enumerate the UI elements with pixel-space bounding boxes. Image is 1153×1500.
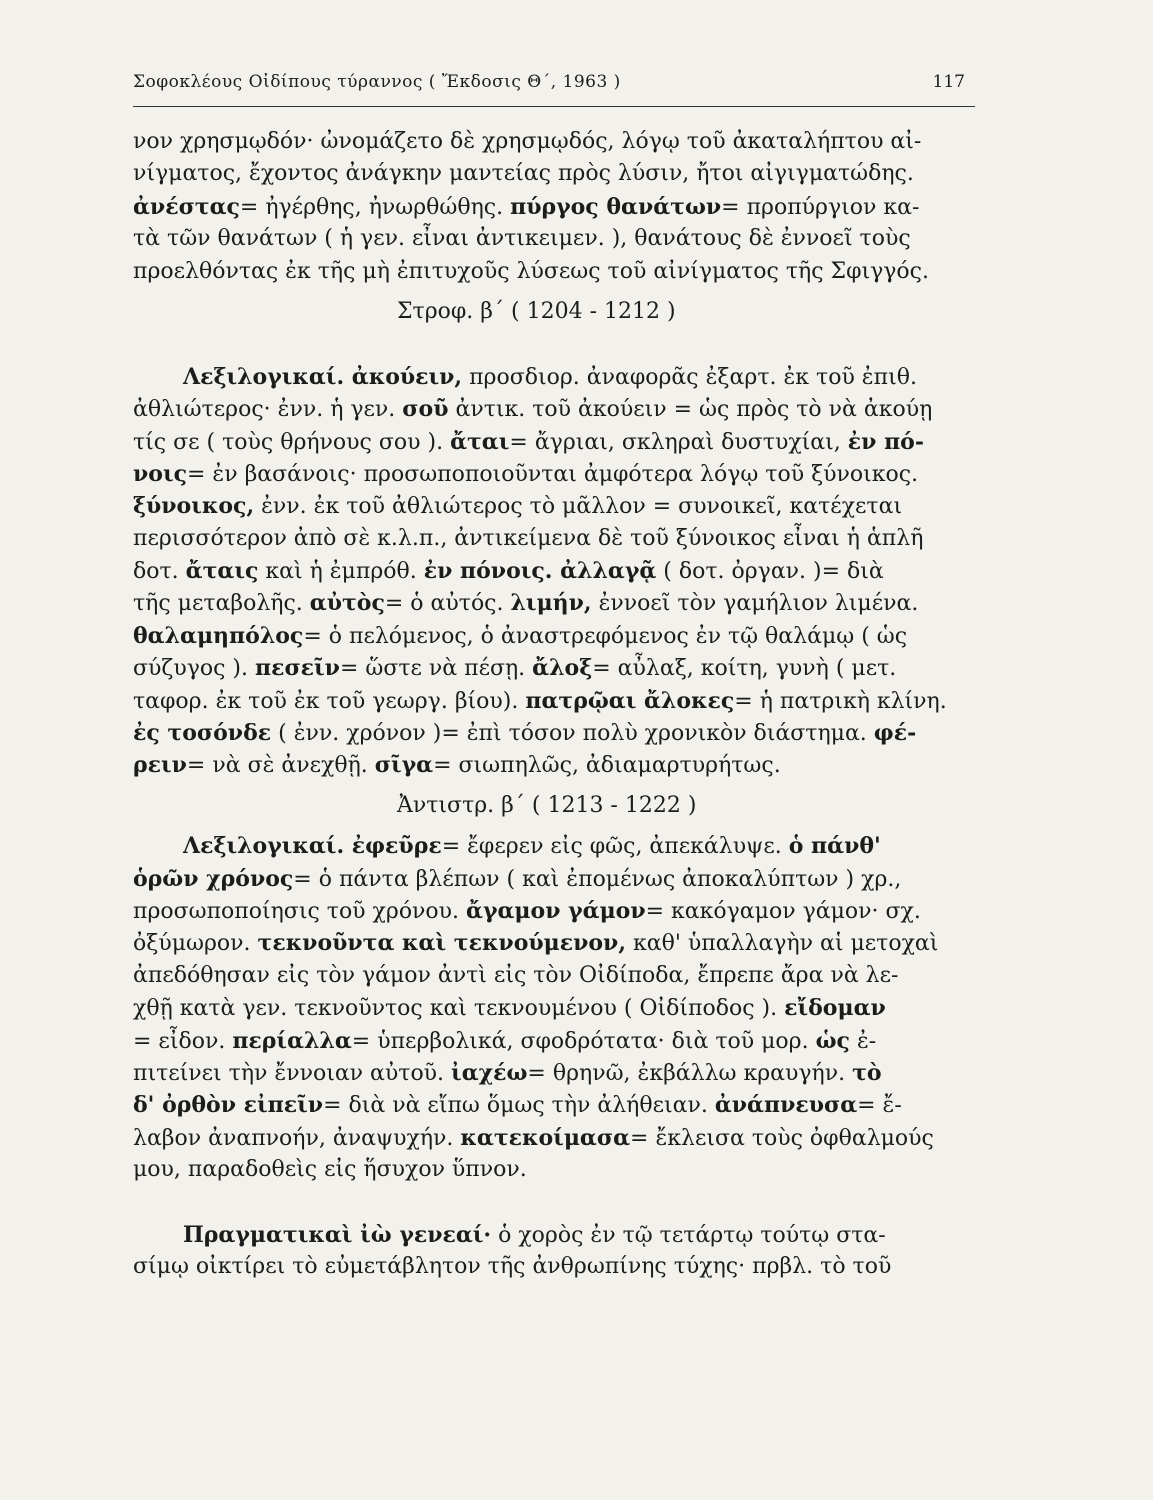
lemma: ἄται: [450, 428, 510, 455]
lemma: σοῦ: [402, 396, 449, 423]
text-line: ἀνέστας= ἠγέρθης, ἠνωρθώθης. πύργος θανάτων= προπύργιον κα-: [133, 193, 920, 220]
text-line: περισσότερον ἀπὸ σὲ κ.λ.π., ἀντικείμενα δὲ τοῦ ξύνοικος εἶναι ἡ ἁπλῆ: [133, 525, 924, 551]
lemma: λιμήν,: [510, 590, 592, 617]
lemma: θαλαμηπόλος: [133, 622, 304, 649]
text-line: τῆς μεταβολῆς. αὐτὸς= ὁ αὐτός. λιμήν, ἐννοεῖ τὸν γαμήλιον λιμένα.: [133, 590, 919, 617]
lemma: πύργος θανάτων: [510, 193, 722, 220]
text-line: ἀθλιώτερος· ἐνν. ἡ γεν. σοῦ ἀντικ. τοῦ ἀκούειν = ὡς πρὸς τὸ νὰ ἀκούῃ: [133, 396, 933, 423]
lemma: νοις: [133, 460, 187, 487]
section-heading: Ἀντιστρ. β΄ ( 1213 - 1222 ): [397, 792, 697, 818]
lemma: δ' ὀρθὸν εἰπεῖν: [133, 1092, 324, 1119]
text-line: δοτ. ἄταις καὶ ἡ ἐμπρόθ. ἐν πόνοις. ἀλλαγᾷ ( δοτ. ὀργαν. )= διὰ: [133, 558, 884, 585]
text-line: ρειν= νὰ σὲ ἀνεχθῇ. σῖγα= σιωπηλῶς, ἀδιαμαρτυρήτως.: [133, 752, 781, 779]
lemma: ἄταις: [185, 558, 259, 585]
lemma: πατρῷαι ἄλοκες: [525, 687, 735, 714]
text-line: ὀξύμωρον. τεκνοῦντα καὶ τεκνούμενον, καθ' ὑπαλλαγὴν αἱ μετοχαὶ: [133, 930, 939, 957]
text-line: Πραγματικαὶ ἰὼ γενεαί· ὁ χορὸς ἐν τῷ τετάρτῳ τούτῳ στα-: [183, 1221, 886, 1248]
lemma: ἄγαμον γάμον: [466, 897, 646, 924]
text-line: προσωποποίησις τοῦ χρόνου. ἄγαμον γάμον= κακόγαμον γάμον· σχ.: [133, 897, 921, 924]
text-line: ὁρῶν χρόνος= ὁ πάντα βλέπων ( καὶ ἐπομένως ἀποκαλύπτων ) χρ.,: [133, 865, 902, 892]
lemma: πεσεῖν: [254, 655, 340, 682]
text-line: Λεξιλογικαί. ἐφεῦρε= ἔφερεν εἰς φῶς, ἀπεκάλυψε. ὁ πάνθ': [183, 833, 881, 860]
spacer: [133, 822, 975, 830]
text-line: δ' ὀρθὸν εἰπεῖν= διὰ νὰ εἴπω ὅμως τὴν ἀλήθειαν. ἀνάπνευσα= ἔ-: [133, 1092, 902, 1119]
lemma: τὸ: [852, 1059, 882, 1086]
text-line: πιτείνει τὴν ἔννοιαν αὐτοῦ. ἰαχέω= θρηνῶ, ἐκβάλλω κραυγήν. τὸ: [133, 1059, 882, 1086]
lemma: εἴδομαν: [784, 995, 886, 1022]
lemma: κατεκοίμασα: [460, 1124, 631, 1151]
lemma: ὁρῶν χρόνος: [133, 865, 294, 892]
commentary-body: [133, 126, 975, 1284]
text-line: ξύνοικος, ἐνν. ἐκ τοῦ ἀθλιώτερος τὸ μᾶλλον = συνοικεῖ, κατέχεται: [133, 493, 903, 520]
lemma: ἰαχέω: [451, 1059, 528, 1086]
lemma: ξύνοικος,: [133, 493, 255, 520]
lemma: ἐς τοσόνδε: [133, 720, 272, 747]
lemma: περίαλλα: [232, 1027, 352, 1054]
text-line: σίμῳ οἰκτίρει τὸ εὐμετάβλητον τῆς ἀνθρωπίνης τύχης· πρβλ. τὸ τοῦ: [133, 1254, 892, 1280]
lemma: ἄλοξ: [532, 655, 593, 682]
lemma: Πραγματικαὶ ἰὼ γενεαί·: [183, 1221, 492, 1248]
lemma: ὁ πάνθ': [788, 833, 881, 860]
text-line: = εἶδον. περίαλλα= ὑπερβολικά, σφοδρότατα· διὰ τοῦ μορ. ὡς ἐ-: [133, 1027, 877, 1054]
lemma: ἀνάπνευσα: [714, 1092, 858, 1119]
text-line: θαλαμηπόλος= ὁ πελόμενος, ὁ ἀναστρεφόμενος ἐν τῷ θαλάμῳ ( ὡς: [133, 622, 908, 649]
lemma: ἀνέστας: [133, 193, 240, 220]
lemma: φέ-: [873, 720, 917, 747]
text-line: νον χρησμῳδόν· ὠνομάζετο δὲ χρησμῳδός, λόγῳ τοῦ ἀκαταλήπτου αἰ-: [133, 129, 922, 154]
text-line: νοις= ἐν βασάνοις· προσωποποιοῦνται ἀμφότερα λόγῳ τοῦ ξύνοικος.: [133, 460, 919, 487]
spacer: [133, 288, 975, 296]
text-line: μου, παραδοθεὶς εἰς ἥσυχον ὕπνον.: [133, 1157, 527, 1183]
spacer: [133, 328, 975, 360]
text-line: προελθόντας ἐκ τῆς μὴ ἐπιτυχοῦς λύσεως τοῦ αἰνίγματος τῆς Σφιγγός.: [133, 258, 929, 284]
text-line: ταφορ. ἐκ τοῦ ἐκ τοῦ γεωργ. βίου). πατρῷαι ἄλοκες= ἡ πατρικὴ κλίνη.: [133, 687, 947, 714]
lemma: τεκνοῦντα καὶ τεκνούμενον,: [257, 930, 626, 957]
text-line: λαβον ἀναπνοήν, ἀναψυχήν. κατεκοίμασα= ἔκλεισα τοὺς ὀφθαλμούς: [133, 1124, 934, 1151]
text-line: τὰ τῶν θανάτων ( ἡ γεν. εἶναι ἀντικειμεν. ), θανάτους δὲ ἐννοεῖ τοὺς: [133, 226, 911, 252]
lemma: ἐν πόνοις. ἀλλαγᾷ: [423, 558, 657, 585]
text-line: τίς σε ( τοὺς θρήνους σου ). ἄται= ἄγριαι, σκληραὶ δυστυχίαι, ἐν πό-: [133, 428, 924, 455]
page-number: 117: [932, 72, 965, 92]
text-line: χθῇ κατὰ γεν. τεκνοῦντος καὶ τεκνουμένου ( Οἰδίποδος ). εἴδομαν: [133, 995, 886, 1022]
lemma: ἐν πό-: [847, 428, 924, 455]
lemma: Λεξιλογικαί. ἀκούειν,: [183, 363, 463, 390]
lemma: σῖγα: [374, 752, 434, 779]
lemma: Λεξιλογικαί. ἐφεῦρε: [183, 833, 442, 860]
spacer: [133, 1187, 975, 1219]
text-line: ἀπεδόθησαν εἰς τὸν γάμον ἀντὶ εἰς τὸν Οἰδίποδα, ἔπρεπε ἄρα νὰ λε-: [133, 962, 899, 988]
lemma: ρειν: [133, 752, 187, 779]
running-title: Σοφοκλέους Οἰδίπους τύραννος ( Ἔκδοσις Θ΄, 1963 ): [133, 72, 621, 92]
section-heading: Στροφ. β΄ ( 1204 - 1212 ): [397, 298, 676, 324]
lemma: αὐτὸς: [309, 590, 385, 617]
page-header: [133, 72, 975, 100]
spacer: [133, 782, 975, 790]
text-line: ἐς τοσόνδε ( ἐνν. χρόνον )= ἐπὶ τόσον πολὺ χρονικὸν διάστημα. φέ-: [133, 720, 917, 747]
header-rule: [133, 106, 975, 107]
text-line: σύζυγος ). πεσεῖν= ὥστε νὰ πέσῃ. ἄλοξ= αὖλαξ, κοίτη, γυνὴ ( μετ.: [133, 655, 897, 682]
text-line: Λεξιλογικαί. ἀκούειν, προσδιορ. ἀναφορᾶς ἐξαρτ. ἐκ τοῦ ἐπιθ.: [183, 363, 917, 390]
lemma: ὡς: [815, 1027, 850, 1054]
text-line: νίγματος, ἔχοντος ἀνάγκην μαντείας πρὸς λύσιν, ἤτοι αἰγιγματώδης.: [133, 161, 914, 187]
